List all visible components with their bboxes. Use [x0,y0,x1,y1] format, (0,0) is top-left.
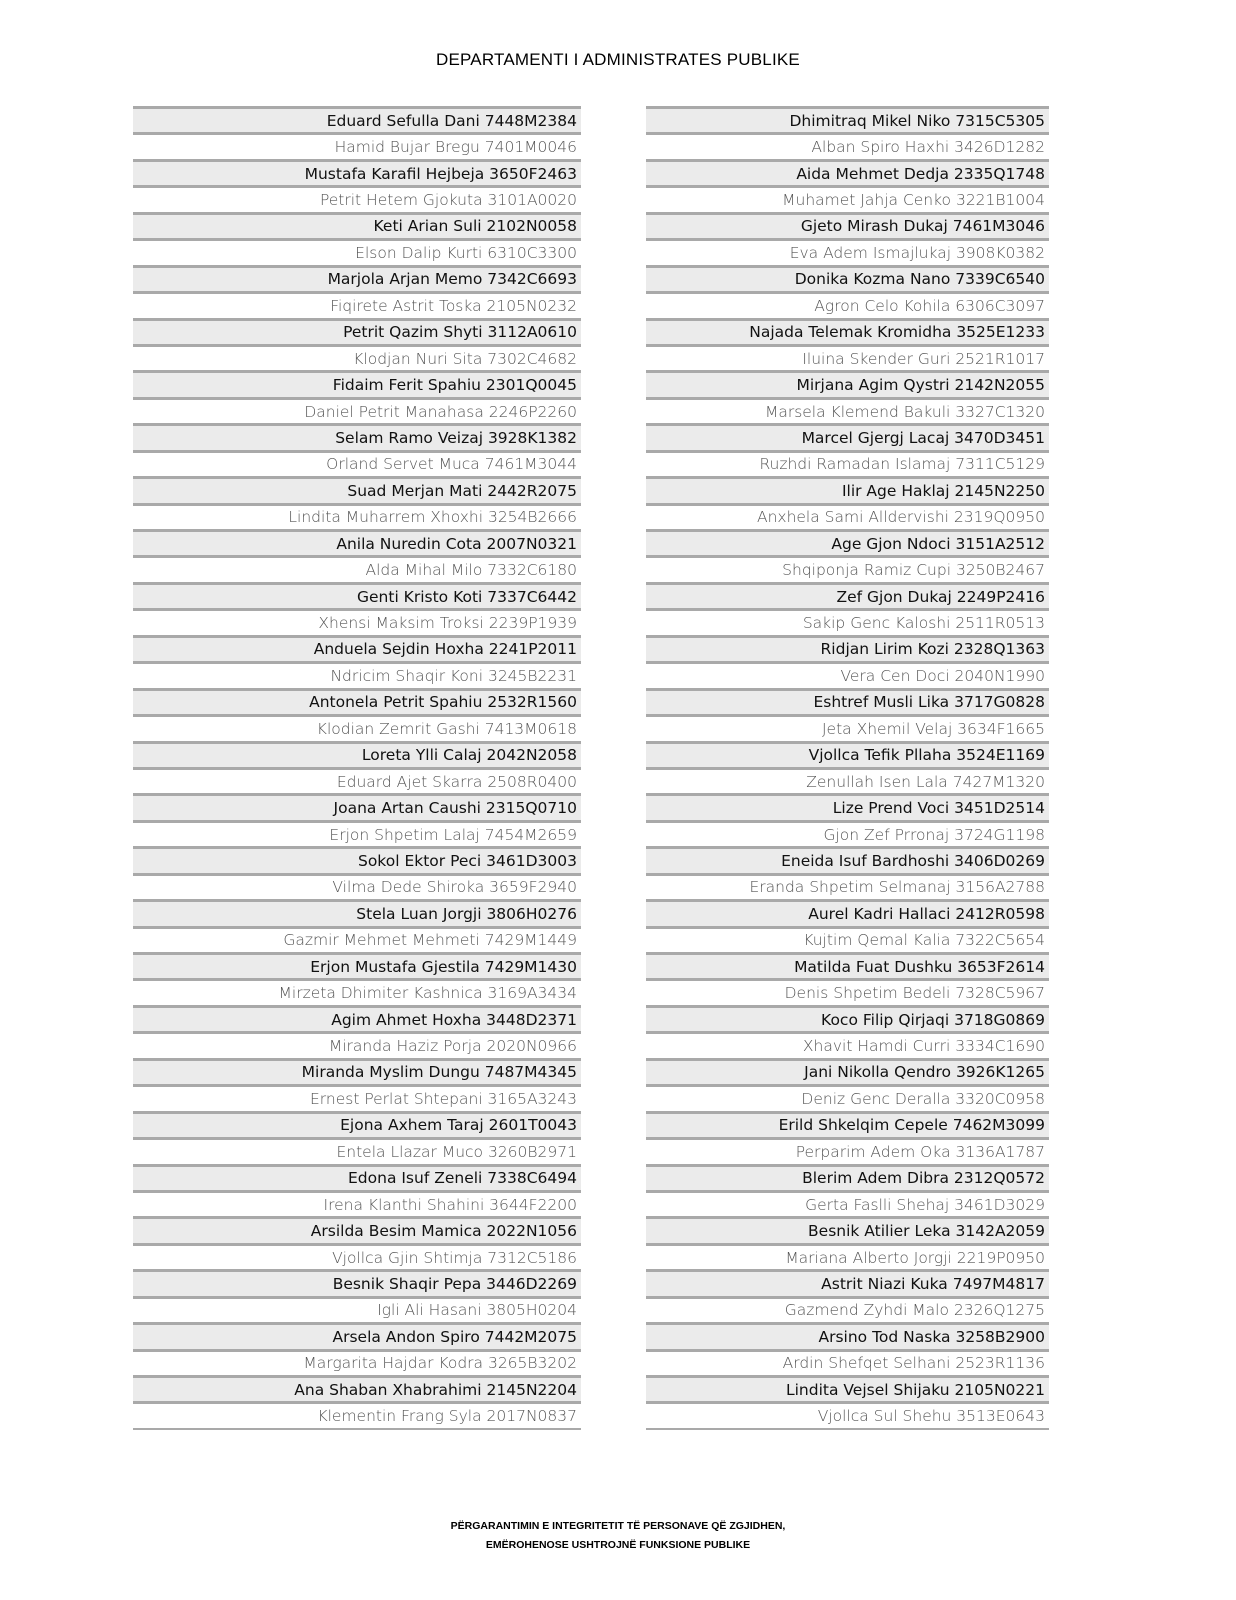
footer [0,1517,1236,1555]
name-row: Jeta Xhemil Velaj 3634F1665 [646,714,1049,740]
name-row: Keti Arian Suli 2102N0058 [133,212,581,238]
name-row: Blerim Adem Dibra 2312Q0572 [646,1164,1049,1190]
name-row: Hamid Bujar Bregu 7401M0046 [133,132,581,158]
name-row: Vjollca Gjin Shtimja 7312C5186 [133,1243,581,1269]
name-row: Lize Prend Voci 3451D2514 [646,793,1049,819]
name-row: Fiqirete Astrit Toska 2105N0232 [133,291,581,317]
name-row: Zenullah Isen Lala 7427M1320 [646,767,1049,793]
name-row: Marsela Klemend Bakuli 3327C1320 [646,397,1049,423]
name-row: Petrit Qazim Shyti 3112A0610 [133,318,581,344]
name-row: Ridjan Lirim Kozi 2328Q1363 [646,635,1049,661]
name-row: Gjon Zef Prronaj 3724G1198 [646,820,1049,846]
name-row: Ndricim Shaqir Koni 3245B2231 [133,661,581,687]
name-row: Deniz Genc Deralla 3320C0958 [646,1084,1049,1110]
name-row: Antonela Petrit Spahiu 2532R1560 [133,688,581,714]
name-row: Agron Celo Kohila 6306C3097 [646,291,1049,317]
name-row: Besnik Atilier Leka 3142A2059 [646,1216,1049,1242]
name-row: Jani Nikolla Qendro 3926K1265 [646,1058,1049,1084]
name-row: Ruzhdi Ramadan Islamaj 7311C5129 [646,450,1049,476]
name-row: Eduard Sefulla Dani 7448M2384 [133,106,581,132]
column-end-rule [646,1428,1049,1430]
name-row: Ana Shaban Xhabrahimi 2145N2204 [133,1375,581,1401]
name-row: Kujtim Qemal Kalia 7322C5654 [646,926,1049,952]
name-row: Vjollca Tefik Pllaha 3524E1169 [646,741,1049,767]
name-row: Aida Mehmet Dedja 2335Q1748 [646,159,1049,185]
name-row: Perparim Adem Oka 3136A1787 [646,1137,1049,1163]
name-row: Erild Shkelqim Cepele 7462M3099 [646,1111,1049,1137]
name-row: Vilma Dede Shiroka 3659F2940 [133,873,581,899]
left-name-column [133,106,581,1430]
name-row: Eranda Shpetim Selmanaj 3156A2788 [646,873,1049,899]
name-row: Iluina Skender Guri 2521R1017 [646,344,1049,370]
name-row: Loreta Ylli Calaj 2042N2058 [133,741,581,767]
name-row: Joana Artan Caushi 2315Q0710 [133,793,581,819]
name-row: Eshtref Musli Lika 3717G0828 [646,688,1049,714]
name-row: Elson Dalip Kurti 6310C3300 [133,238,581,264]
name-row: Stela Luan Jorgji 3806H0276 [133,899,581,925]
name-row: Zef Gjon Dukaj 2249P2416 [646,582,1049,608]
name-row: Ardin Shefqet Selhani 2523R1136 [646,1349,1049,1375]
name-row: Eduard Ajet Skarra 2508R0400 [133,767,581,793]
footer-line-2: EMËROHENOSE USHTROJNË FUNKSIONE PUBLIKE [485,1539,751,1551]
name-row: Sakip Genc Kaloshi 2511R0513 [646,608,1049,634]
name-row: Gazmend Zyhdi Malo 2326Q1275 [646,1296,1049,1322]
name-row: Selam Ramo Veizaj 3928K1382 [133,423,581,449]
name-row: Alda Mihal Milo 7332C6180 [133,555,581,581]
name-row: Mirjana Agim Qystri 2142N2055 [646,370,1049,396]
name-row: Dhimitraq Mikel Niko 7315C5305 [646,106,1049,132]
name-row: Klementin Frang Syla 2017N0837 [133,1401,581,1427]
name-row: Astrit Niazi Kuka 7497M4817 [646,1269,1049,1295]
name-row: Anduela Sejdin Hoxha 2241P2011 [133,635,581,661]
name-row: Koco Filip Qirjaqi 3718G0869 [646,1005,1049,1031]
name-row: Daniel Petrit Manahasa 2246P2260 [133,397,581,423]
name-row: Mariana Alberto Jorgji 2219P0950 [646,1243,1049,1269]
footer-line-1: PËRGARANTIMIN E INTEGRITETIT TË PERSONAVE QË ZGJIDHEN, [450,1520,786,1532]
name-row: Gazmir Mehmet Mehmeti 7429M1449 [133,926,581,952]
name-row: Lindita Muharrem Xhoxhi 3254B2666 [133,503,581,529]
name-row: Arsilda Besim Mamica 2022N1056 [133,1216,581,1242]
name-row: Marcel Gjergj Lacaj 3470D3451 [646,423,1049,449]
name-row: Margarita Hajdar Kodra 3265B3202 [133,1349,581,1375]
name-row: Erjon Shpetim Lalaj 7454M2659 [133,820,581,846]
page-title: DEPARTAMENTI I ADMINISTRATES PUBLIKE [436,50,800,69]
name-row: Age Gjon Ndoci 3151A2512 [646,529,1049,555]
name-row: Sokol Ektor Peci 3461D3003 [133,846,581,872]
name-row: Besnik Shaqir Pepa 3446D2269 [133,1269,581,1295]
name-row: Vera Cen Doci 2040N1990 [646,661,1049,687]
name-row: Aurel Kadri Hallaci 2412R0598 [646,899,1049,925]
name-row: Xhensi Maksim Troksi 2239P1939 [133,608,581,634]
name-row: Marjola Arjan Memo 7342C6693 [133,265,581,291]
name-row: Klodjan Nuri Sita 7302C4682 [133,344,581,370]
name-row: Klodian Zemrit Gashi 7413M0618 [133,714,581,740]
name-row: Lindita Vejsel Shijaku 2105N0221 [646,1375,1049,1401]
name-row: Anila Nuredin Cota 2007N0321 [133,529,581,555]
name-row: Igli Ali Hasani 3805H0204 [133,1296,581,1322]
name-row: Entela Llazar Muco 3260B2971 [133,1137,581,1163]
name-row: Gjeto Mirash Dukaj 7461M3046 [646,212,1049,238]
name-row: Donika Kozma Nano 7339C6540 [646,265,1049,291]
name-row: Anxhela Sami Alldervishi 2319Q0950 [646,503,1049,529]
name-row: Irena Klanthi Shahini 3644F2200 [133,1190,581,1216]
name-row: Alban Spiro Haxhi 3426D1282 [646,132,1049,158]
name-row: Vjollca Sul Shehu 3513E0643 [646,1401,1049,1427]
name-row: Arsela Andon Spiro 7442M2075 [133,1322,581,1348]
name-row: Orland Servet Muca 7461M3044 [133,450,581,476]
name-row: Miranda Haziz Porja 2020N0966 [133,1031,581,1057]
name-row: Gerta Faslli Shehaj 3461D3029 [646,1190,1049,1216]
name-row: Muhamet Jahja Cenko 3221B1004 [646,185,1049,211]
name-row: Eneida Isuf Bardhoshi 3406D0269 [646,846,1049,872]
name-row: Shqiponja Ramiz Cupi 3250B2467 [646,555,1049,581]
right-name-column [646,106,1049,1430]
name-row: Petrit Hetem Gjokuta 3101A0020 [133,185,581,211]
name-row: Denis Shpetim Bedeli 7328C5967 [646,978,1049,1004]
name-row: Matilda Fuat Dushku 3653F2614 [646,952,1049,978]
name-row: Mustafa Karafil Hejbeja 3650F2463 [133,159,581,185]
name-row: Edona Isuf Zeneli 7338C6494 [133,1164,581,1190]
name-row: Arsino Tod Naska 3258B2900 [646,1322,1049,1348]
name-row: Ejona Axhem Taraj 2601T0043 [133,1111,581,1137]
name-row: Suad Merjan Mati 2442R2075 [133,476,581,502]
name-row: Eva Adem Ismajlukaj 3908K0382 [646,238,1049,264]
name-row: Genti Kristo Koti 7337C6442 [133,582,581,608]
name-row: Xhavit Hamdi Curri 3334C1690 [646,1031,1049,1057]
name-row: Mirzeta Dhimiter Kashnica 3169A3434 [133,978,581,1004]
name-row: Erjon Mustafa Gjestila 7429M1430 [133,952,581,978]
column-end-rule [133,1428,581,1430]
name-row: Ernest Perlat Shtepani 3165A3243 [133,1084,581,1110]
name-row: Agim Ahmet Hoxha 3448D2371 [133,1005,581,1031]
name-row: Fidaim Ferit Spahiu 2301Q0045 [133,370,581,396]
name-row: Miranda Myslim Dungu 7487M4345 [133,1058,581,1084]
name-row: Najada Telemak Kromidha 3525E1233 [646,318,1049,344]
name-row: Ilir Age Haklaj 2145N2250 [646,476,1049,502]
